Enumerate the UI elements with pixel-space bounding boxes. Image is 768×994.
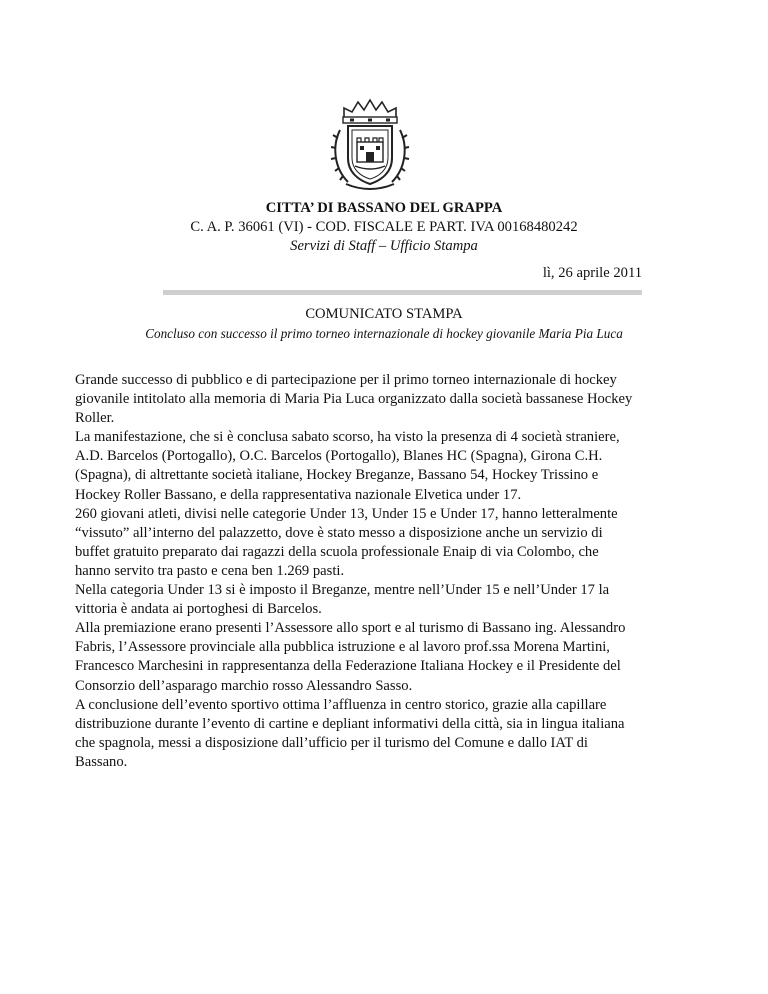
body-line: Hockey Roller Bassano, e della rappresentativa nazionale Elvetica under 17.	[75, 486, 522, 503]
body-line: Fabris, l’Assessore provinciale alla pubblica istruzione e al lavoro prof.ssa Morena Martini,	[75, 639, 610, 656]
header-divider	[163, 290, 642, 295]
body-line: “vissuto” all’interno del palazzetto, dove è stato messo a disposizione anche un servizio di	[75, 524, 603, 541]
body-line: A conclusione dell’evento sportivo ottima l’affluenza in centro storico, grazie alla capillare	[75, 696, 607, 713]
body-line: Alla premiazione erano presenti l’Assessore allo sport e al turismo di Bassano ing. Alessandro	[75, 620, 626, 637]
body-line: Consorzio dell’asparago marchio rosso Alessandro Sasso.	[75, 677, 413, 694]
body-line: La manifestazione, che si è conclusa sabato scorso, ha visto la presenza di 4 società straniere,	[75, 429, 620, 446]
body-line: (Spagna), di altrettante società italiane, Hockey Breganze, Bassano 54, Hockey Trissino e	[75, 467, 599, 484]
document-date: lì, 26 aprile 2011	[542, 265, 642, 281]
communique-title: COMUNICATO STAMPA	[305, 306, 463, 322]
body-line: distribuzione durante l’evento di cartine e depliant informativi della città, sia in lingua italiana	[75, 715, 625, 732]
body-line: giovanile intitolato alla memoria di Maria Pia Luca organizzato dalla società bassanese Hockey	[75, 391, 633, 408]
body-line: Nella categoria Under 13 si è imposto il Breganze, mentre nell’Under 15 e nell’Under 17 la	[75, 582, 610, 599]
body-line: Francesco Marchesini in rappresentanza della Federazione Italiana Hockey e il Presidente del	[75, 658, 621, 675]
body-line: buffet gratuito preparato dai ragazzi della scuola professionale Enaip di via Colombo, che	[75, 543, 599, 560]
communique-subtitle: Concluso con successo il primo torneo internazionale di hockey giovanile Maria Pia Luca	[145, 326, 623, 341]
body-line: che spagnola, messi a disposizione dall’ufficio per il turismo del Comune e dallo IAT di	[75, 734, 588, 751]
press-release-body	[75, 371, 695, 772]
body-line: Grande successo di pubblico e di partecipazione per il primo torneo internazionale di hockey	[75, 372, 617, 388]
city-coat-of-arms-icon	[330, 98, 410, 193]
postal-tax-code-line: C. A. P. 36061 (VI) - COD. FISCALE E PART. IVA 00168480242	[190, 219, 578, 235]
body-line: Bassano.	[75, 753, 128, 770]
department-line: Servizi di Staff – Ufficio Stampa	[290, 238, 478, 254]
body-line: hanno servito tra pasto e cena ben 1.269 pasti.	[75, 562, 345, 579]
body-line: vittoria è andata ai portoghesi di Barcelos.	[75, 601, 322, 618]
body-line: Roller.	[75, 410, 115, 427]
body-line: 260 giovani atleti, divisi nelle categorie Under 13, Under 15 e Under 17, hanno letteralmente	[75, 505, 618, 522]
body-line: A.D. Barcelos (Portogallo), O.C. Barcelos (Portogallo), Blanes HC (Spagna), Girona C.H.	[75, 448, 603, 465]
city-name-heading: CITTA’ DI BASSANO DEL GRAPPA	[265, 200, 503, 216]
